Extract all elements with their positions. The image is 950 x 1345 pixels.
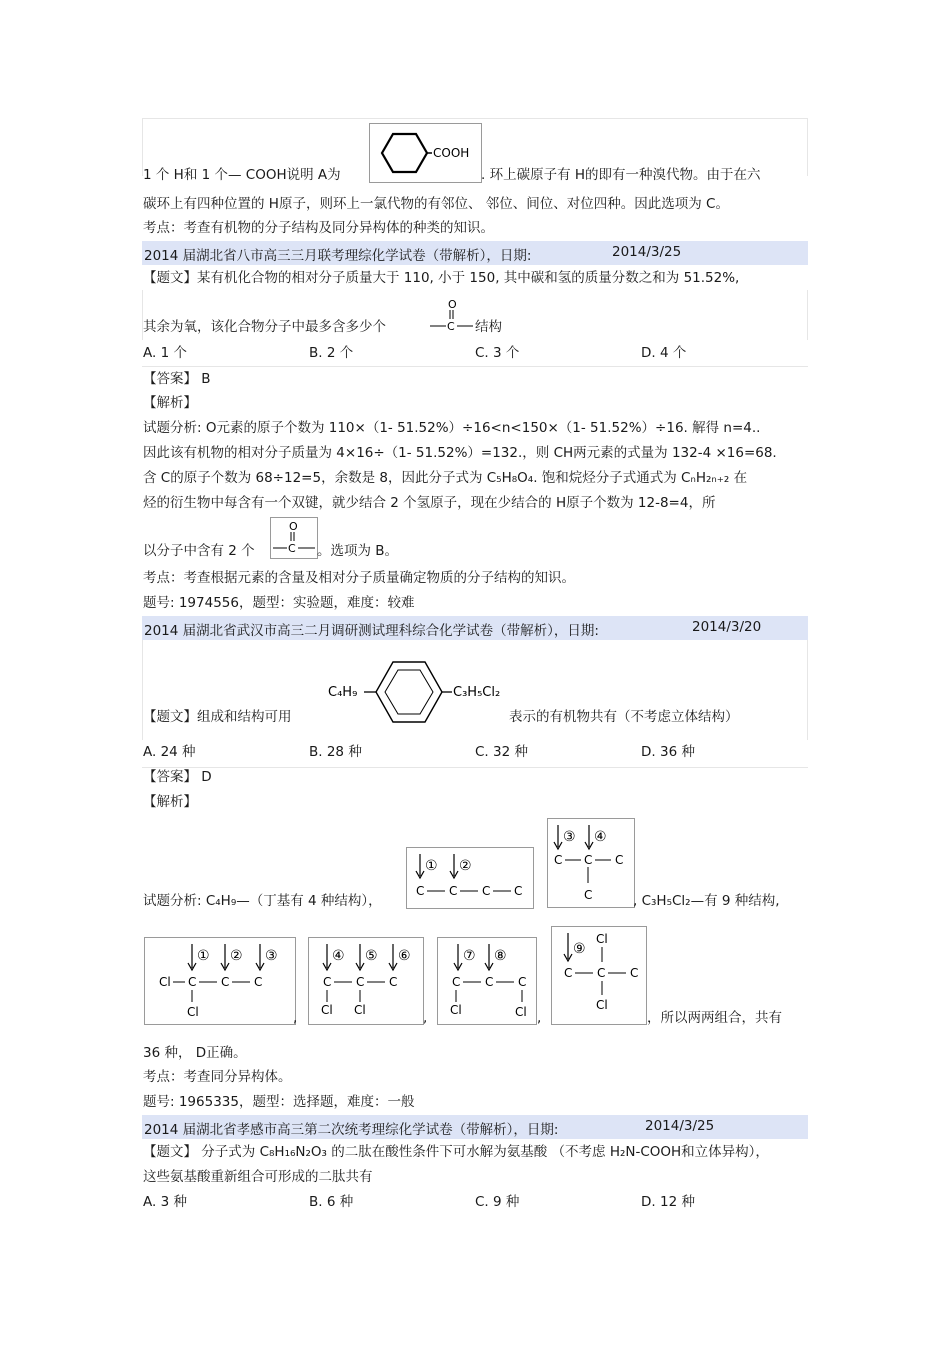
chlorine-atom: Cl: [354, 1003, 366, 1017]
text-line: 考点：考查有机物的分子结构及同分异构体的种类的知识。: [143, 220, 494, 236]
question-stem: 表示的有机物共有（不考虑立体结构）: [509, 709, 739, 725]
option-d: D. 36 种: [641, 744, 695, 760]
analysis-line: , C₃H₅Cl₂—有 9 种结构,: [633, 893, 780, 909]
option-b: B. 6 种: [309, 1194, 354, 1210]
cooh-label: COOH: [433, 146, 470, 160]
question-stem: 这些氨基酸重新组合可形成的二肽共有: [143, 1169, 373, 1185]
position-number: ⑤: [365, 948, 378, 964]
position-number: ③: [563, 829, 576, 845]
carbon-atom: C: [416, 884, 425, 898]
text-line: 1 个 H和 1 个— COOH说明 A为: [143, 167, 341, 183]
carbon-atom: C: [564, 966, 573, 980]
carbon-atom: C: [514, 884, 523, 898]
position-number: ④: [332, 948, 345, 964]
carbon-atom: C: [221, 975, 230, 989]
analysis-label: 【解析】: [143, 395, 197, 411]
position-number: ⑨: [573, 941, 586, 957]
rule: [142, 118, 808, 119]
butyl-isomer-structure: [547, 818, 635, 908]
kaodian: 考点：考查同分异构体。: [143, 1069, 292, 1085]
option-d: D. 4 个: [641, 345, 687, 361]
analysis-label: 【解析】: [143, 794, 197, 810]
text-line: 碳环上有四种位置的 H原子，则环上一氯代物的有邻位、 邻位、间位、对位四种。因此选项为 C。: [143, 196, 729, 212]
comma-separator: ,: [537, 1010, 542, 1026]
analysis-line: ，所以两两组合，共有: [647, 1010, 782, 1026]
carbonyl-structure: [270, 517, 318, 559]
carbonyl-structure: [428, 296, 474, 340]
benzene-structure: [326, 648, 511, 742]
question-header: [142, 1115, 808, 1139]
option-b: B. 2 个: [309, 345, 354, 361]
carbon-atom: C: [630, 966, 639, 980]
carbon-atom: C: [584, 853, 593, 867]
analysis-line: 试题分析: C₄H₉—（丁基有 4 种结构），: [143, 893, 382, 909]
option-a: A. 1 个: [143, 345, 187, 361]
header-title: 2014 届湖北省八市高三三月联考理综化学试卷（带解析），日期:: [144, 248, 532, 264]
question-meta: 题号: 1974556，题型：实验题，难度：较难: [143, 595, 415, 611]
rule: [142, 366, 808, 367]
carbon-atom: C: [597, 966, 606, 980]
position-number: ③: [265, 948, 278, 964]
chlorine-atom: Cl: [596, 998, 608, 1012]
butyl-group: C₄H₉: [328, 685, 358, 700]
analysis-line: 。选项为 B。: [317, 543, 399, 559]
position-number: ⑧: [494, 948, 507, 964]
chlorine-atom: Cl: [187, 1005, 199, 1019]
text-line: . 环上碳原子有 H的即有一种溴代物。由于在六: [481, 167, 761, 183]
chlorine-atom: Cl: [321, 1003, 333, 1017]
position-number: ①: [425, 858, 438, 874]
butyl-isomer-structure: [406, 847, 534, 909]
option-c: C. 9 种: [475, 1194, 520, 1210]
question-stem: 结构: [475, 319, 502, 335]
header-date: 2014/3/20: [692, 619, 762, 635]
position-number: ②: [230, 948, 243, 964]
question-header: [142, 241, 808, 265]
oxygen-atom: O: [448, 298, 457, 311]
question-stem: 【题文】某有机化合物的相对分子质量大于 110, 小于 150, 其中碳和氢的质量分数之和为 51.52%,: [143, 270, 740, 286]
header-title: 2014 届湖北省武汉市高三二月调研测试理科综合化学试卷（带解析），日期:: [144, 623, 599, 639]
question-stem: 【题文】组成和结构可用: [143, 709, 292, 725]
carbon-atom: C: [452, 975, 461, 989]
option-d: D. 12 种: [641, 1194, 695, 1210]
dichloropropyl-isomer-structure: [144, 937, 296, 1025]
carbon-atom: C: [188, 975, 197, 989]
carbon-atom: C: [482, 884, 491, 898]
dichloropropyl-isomer-structure: [308, 937, 424, 1025]
question-stem: 其余为氧，该化合物分子中最多含多少个: [143, 319, 386, 335]
dichloropropyl-isomer-structure: [551, 926, 647, 1025]
header-date: 2014/3/25: [612, 244, 682, 260]
chlorine-atom: Cl: [159, 975, 171, 989]
analysis-line: 以分子中含有 2 个: [143, 543, 255, 559]
dichloropropyl-group: C₃H₅Cl₂: [453, 685, 501, 700]
carbon-atom: C: [518, 975, 527, 989]
position-number: ④: [594, 829, 607, 845]
cyclohexane-cooh-structure: [369, 123, 482, 183]
option-b: B. 28 种: [309, 744, 362, 760]
option-c: C. 32 种: [475, 744, 528, 760]
rule: [807, 290, 808, 340]
position-number: ⑥: [398, 948, 411, 964]
carbon-atom: C: [254, 975, 263, 989]
position-number: ①: [197, 948, 210, 964]
carbon-atom: C: [584, 888, 593, 902]
rule: [142, 767, 808, 768]
analysis-line: 因此该有机物的相对分子质量为 4×16÷（1- 51.52%）=132.，则 CH两元素的式量为 132-4 ×16=68.: [143, 445, 777, 461]
comma-separator: ,: [293, 1010, 298, 1026]
carbon-atom: C: [615, 853, 624, 867]
analysis-line: 含 C的原子个数为 68÷12=5，余数是 8，因此分子式为 C₅H₈O₄. 饱和烷烃分子式通式为 CₙH₂ₙ₊₂ 在: [143, 470, 748, 486]
question-meta: 题号: 1965335，题型：选择题，难度：一般: [143, 1094, 415, 1110]
carbon-atom: C: [447, 320, 455, 333]
chlorine-atom: Cl: [596, 932, 608, 946]
header-date: 2014/3/25: [645, 1118, 715, 1134]
position-number: ②: [459, 858, 472, 874]
dichloropropyl-isomer-structure: [437, 937, 537, 1025]
comma-separator: ,: [423, 1010, 428, 1026]
question-stem: 【题文】 分子式为 C₈H₁₆N₂O₃ 的二肽在酸性条件下可水解为氨基酸 （不考虑 H₂N-COOH和立体异构），: [143, 1144, 769, 1160]
header-title: 2014 届湖北省孝感市高三第二次统考理综化学试卷（带解析），日期:: [144, 1122, 559, 1138]
analysis-line: 36 种， D正确。: [143, 1045, 247, 1061]
carbon-atom: C: [449, 884, 458, 898]
chlorine-atom: Cl: [515, 1005, 527, 1019]
answer: 【答案】 B: [143, 371, 211, 387]
carbon-atom: C: [356, 975, 365, 989]
option-a: A. 3 种: [143, 1194, 187, 1210]
option-a: A. 24 种: [143, 744, 196, 760]
carbon-atom: C: [485, 975, 494, 989]
question-header: [142, 616, 808, 640]
kaodian: 考点：考查根据元素的含量及相对分子质量确定物质的分子结构的知识。: [143, 570, 575, 586]
chlorine-atom: Cl: [450, 1003, 462, 1017]
carbon-atom: C: [554, 853, 563, 867]
carbon-atom: C: [323, 975, 332, 989]
analysis-line: 烃的衍生物中每含有一个双键，就少结合 2 个氢原子，现在少结合的 H原子个数为 12-8=4，所: [143, 495, 716, 511]
oxygen-atom: O: [289, 520, 298, 533]
option-c: C. 3 个: [475, 345, 520, 361]
carbon-atom: C: [389, 975, 398, 989]
analysis-line: 试题分析: O元素的原子个数为 110×（1- 51.52%）÷16<n<150×（1- 51.52%）÷16. 解得 n=4..: [143, 420, 761, 436]
rule: [807, 118, 808, 176]
position-number: ⑦: [463, 948, 476, 964]
carbon-atom: C: [288, 542, 296, 555]
answer: 【答案】 D: [143, 769, 212, 785]
rule: [807, 640, 808, 740]
